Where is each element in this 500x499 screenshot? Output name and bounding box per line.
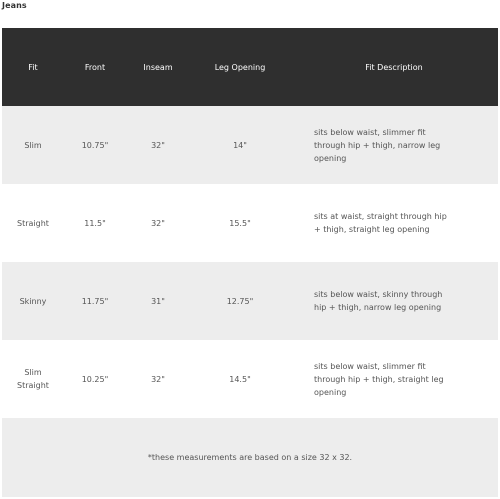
cell-fit: Slim: [2, 106, 64, 184]
cell-leg-opening: 14.5": [190, 340, 290, 418]
table-row: [2, 184, 498, 262]
column-header-fit-description: Fit Description: [290, 28, 498, 106]
cell-front: 10.25": [64, 340, 126, 418]
cell-leg-opening: 15.5": [190, 184, 290, 262]
table-header-row: [2, 28, 498, 106]
cell-inseam: 32": [126, 340, 190, 418]
cell-inseam: 31": [126, 262, 190, 340]
column-header-leg-opening: Leg Opening: [190, 28, 290, 106]
cell-leg-opening: 12.75": [190, 262, 290, 340]
footnote-row: [2, 418, 498, 497]
size-chart-table: [2, 28, 498, 497]
table-row: [2, 340, 498, 418]
cell-fit-description: [290, 340, 498, 418]
column-header-inseam: Inseam: [126, 28, 190, 106]
cell-front: 10.75": [64, 106, 126, 184]
cell-leg-opening: 14": [190, 106, 290, 184]
cell-fit: Skinny: [2, 262, 64, 340]
cell-inseam: 32": [126, 106, 190, 184]
fit-label-line2: Straight: [17, 381, 49, 390]
cell-fit-description: [290, 262, 498, 340]
cell-inseam: 32": [126, 184, 190, 262]
fit-description-text: sits below waist, slimmer fit through hip + thigh, narrow leg opening: [314, 127, 441, 163]
cell-fit: [2, 340, 64, 418]
cell-fit-description: [290, 106, 498, 184]
cell-fit: Straight: [2, 184, 64, 262]
fit-label-line1: Slim: [24, 368, 42, 377]
cell-front: 11.75": [64, 262, 126, 340]
fit-description-text: sits below waist, slimmer fit through hip + thigh, straight leg opening: [314, 361, 444, 397]
table-row: [2, 106, 498, 184]
column-header-front: Front: [64, 28, 126, 106]
page-title: Jeans: [2, 1, 27, 10]
table-row: [2, 262, 498, 340]
cell-front: 11.5": [64, 184, 126, 262]
fit-description-text: sits at waist, straight through hip + thigh, straight leg opening: [314, 212, 447, 234]
fit-description-text: sits below waist, skinny through hip + thigh, narrow leg opening: [314, 290, 443, 312]
cell-fit-description: [290, 184, 498, 262]
footnote-text: *these measurements are based on a size 32 x 32.: [2, 418, 498, 497]
column-header-fit: Fit: [2, 28, 64, 106]
